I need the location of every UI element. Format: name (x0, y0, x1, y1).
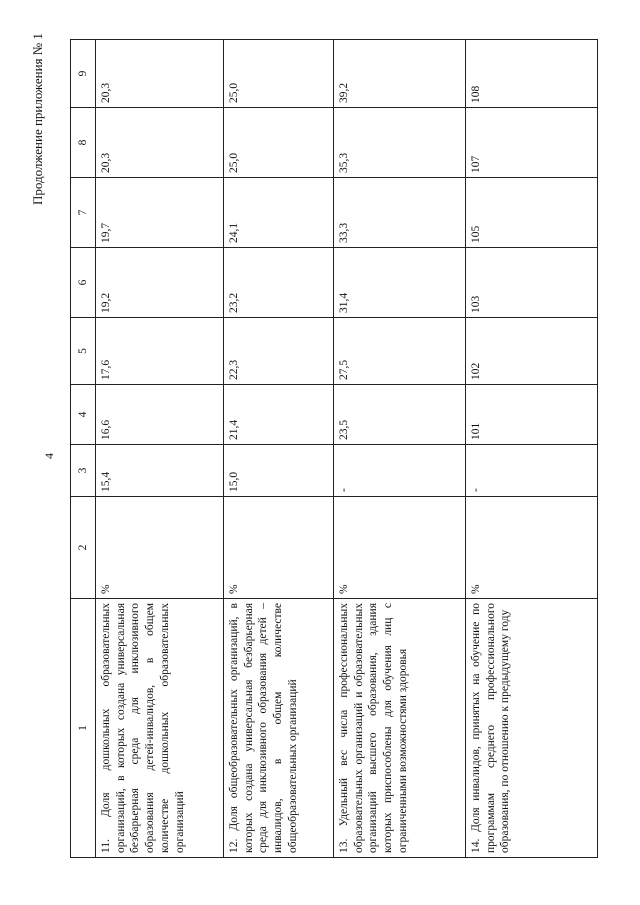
indicator-name: 12. Доля общеобразовательных организаций, в которых создана универсальная безбарьерная среда для инклюзивного образования детей – инвалидов, в общем количестве общеобразовательных организаций (224, 599, 334, 858)
value-cell: 16,6 (96, 385, 224, 445)
value-cell: - (466, 445, 598, 497)
page-number: 4 (42, 453, 56, 459)
value-cell: - (334, 445, 466, 497)
column-number: 9 (71, 40, 96, 108)
column-number: 8 (71, 108, 96, 178)
value-cell: 25,0 (224, 108, 334, 178)
value-cell: 19,2 (96, 248, 224, 318)
appendix-caption: Продолжение приложения № 1 (30, 33, 45, 205)
value-cell: 15,0 (224, 445, 334, 497)
value-cell: 108 (466, 40, 598, 108)
indicator-name: 13. Удельный вес числа профессиональных образовательных организаций и образовательных организаций высшего образования, здания которых приспособлены для обучения лиц с ограниченными возможностями здоровья (334, 599, 466, 858)
column-number: 6 (71, 248, 96, 318)
column-number: 2 (71, 497, 96, 599)
unit-cell: % (96, 497, 224, 599)
value-cell: 15,4 (96, 445, 224, 497)
value-cell: 39,2 (334, 40, 466, 108)
unit-cell: % (224, 497, 334, 599)
value-cell: 107 (466, 108, 598, 178)
column-number: 7 (71, 178, 96, 248)
column-number: 4 (71, 385, 96, 445)
indicator-name: 14. Доля инвалидов, принятых на обучение по программам среднего профессионального образования, по отношению к предыдущему году (466, 599, 598, 858)
unit-cell: % (334, 497, 466, 599)
indicators-table (70, 39, 598, 858)
value-cell: 102 (466, 318, 598, 385)
column-number: 1 (71, 599, 96, 858)
indicator-name: 11. Доля дошкольных образовательных организаций, в которых создана универсальная безбарьерная среда для инклюзивного образования детей-инвалидов, в общем количестве дошкольных образовательных организаций (96, 599, 224, 858)
table-row (334, 40, 466, 858)
value-cell: 22,3 (224, 318, 334, 385)
table-row (224, 40, 334, 858)
value-cell: 17,6 (96, 318, 224, 385)
unit-cell: % (466, 497, 598, 599)
table-row (466, 40, 598, 858)
value-cell: 20,3 (96, 108, 224, 178)
column-number: 5 (71, 318, 96, 385)
value-cell: 19,7 (96, 178, 224, 248)
value-cell: 27,5 (334, 318, 466, 385)
value-cell: 20,3 (96, 40, 224, 108)
value-cell: 21,4 (224, 385, 334, 445)
table-row (96, 40, 224, 858)
value-cell: 35,3 (334, 108, 466, 178)
value-cell: 101 (466, 385, 598, 445)
value-cell: 33,3 (334, 178, 466, 248)
value-cell: 105 (466, 178, 598, 248)
value-cell: 23,2 (224, 248, 334, 318)
column-number-row (71, 40, 96, 858)
value-cell: 23,5 (334, 385, 466, 445)
value-cell: 103 (466, 248, 598, 318)
value-cell: 24,1 (224, 178, 334, 248)
value-cell: 25,0 (224, 40, 334, 108)
value-cell: 31,4 (334, 248, 466, 318)
column-number: 3 (71, 445, 96, 497)
